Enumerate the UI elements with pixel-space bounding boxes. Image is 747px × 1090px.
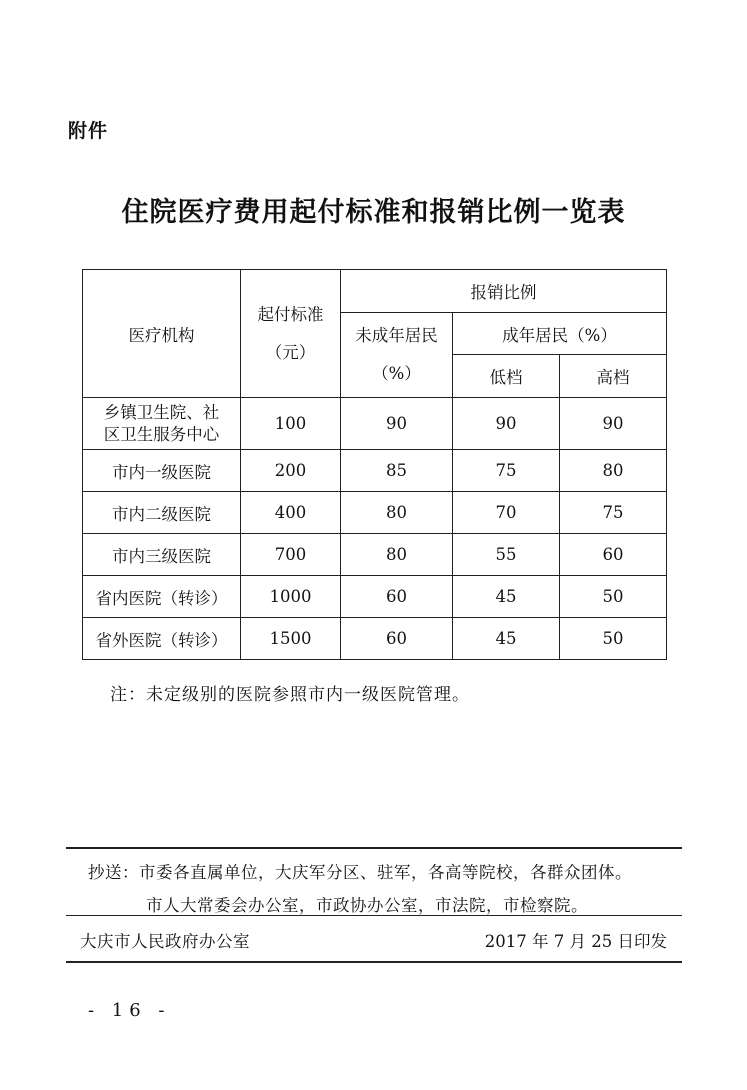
header-ratio-group: 报销比例	[341, 270, 667, 313]
row-minors: 60	[341, 618, 453, 660]
row-high: 90	[560, 398, 667, 450]
table-row	[83, 450, 667, 492]
row-minors: 80	[341, 492, 453, 534]
header-high-tier: 高档	[560, 355, 667, 398]
document-title: 住院医疗费用起付标准和报销比例一览表	[121, 197, 626, 228]
issue-date: 2017 年 7 月 25 日印发	[484, 932, 667, 951]
row-minors: 90	[341, 398, 453, 450]
table-row	[83, 576, 667, 618]
footer-divider-middle	[66, 915, 682, 916]
row-low: 75	[453, 450, 560, 492]
table-row	[83, 492, 667, 534]
footer-divider-top	[66, 847, 682, 849]
issuer: 大庆市人民政府办公室	[80, 932, 250, 951]
header-adults: 成年居民（%）	[453, 313, 667, 355]
row-institution: 市内一级医院	[83, 450, 241, 492]
row-deductible: 700	[241, 534, 341, 576]
row-deductible: 1000	[241, 576, 341, 618]
header-low-tier: 低档	[453, 355, 560, 398]
table-row	[83, 534, 667, 576]
row-minors: 80	[341, 534, 453, 576]
header-deductible-line2: （元）	[265, 342, 316, 362]
row-high: 50	[560, 618, 667, 660]
row-institution: 省内医院（转诊）	[83, 576, 241, 618]
footer-divider-bottom	[66, 961, 682, 963]
page-number: - 16 -	[88, 1000, 171, 1021]
row-minors: 85	[341, 450, 453, 492]
row-low: 55	[453, 534, 560, 576]
row-minors: 60	[341, 576, 453, 618]
row-low: 45	[453, 618, 560, 660]
row-deductible: 100	[241, 398, 341, 450]
attachment-label: 附件	[68, 120, 109, 142]
header-minors-line2: （%）	[372, 364, 421, 383]
row-high: 50	[560, 576, 667, 618]
reimbursement-table	[82, 269, 667, 660]
row-low: 90	[453, 398, 560, 450]
header-institution: 医疗机构	[83, 270, 241, 398]
table-note: 注：未定级别的医院参照市内一级医院管理。	[110, 685, 470, 705]
row-institution: 省外医院（转诊）	[83, 618, 241, 660]
row-high: 75	[560, 492, 667, 534]
header-deductible	[241, 270, 341, 398]
table-row	[83, 618, 667, 660]
table-header-row	[83, 270, 667, 313]
header-minors-line1: 未成年居民	[355, 326, 438, 345]
row-deductible: 1500	[241, 618, 341, 660]
cc-line-2: 市人大常委会办公室，市政协办公室，市法院，市检察院。	[146, 896, 588, 915]
row-institution	[83, 398, 241, 450]
header-deductible-line1: 起付标准	[257, 304, 324, 324]
row-low: 45	[453, 576, 560, 618]
row-institution-line1: 乡镇卫生院、社	[103, 402, 220, 422]
row-low: 70	[453, 492, 560, 534]
row-high: 80	[560, 450, 667, 492]
row-institution-line2: 区卫生服务中心	[103, 424, 220, 444]
cc-line-1: 抄送：市委各直属单位，大庆军分区、驻军，各高等院校，各群众团体。	[88, 863, 632, 882]
row-institution: 市内三级医院	[83, 534, 241, 576]
row-institution: 市内二级医院	[83, 492, 241, 534]
row-deductible: 200	[241, 450, 341, 492]
row-deductible: 400	[241, 492, 341, 534]
header-minors	[341, 313, 453, 398]
row-high: 60	[560, 534, 667, 576]
table-row	[83, 398, 667, 450]
